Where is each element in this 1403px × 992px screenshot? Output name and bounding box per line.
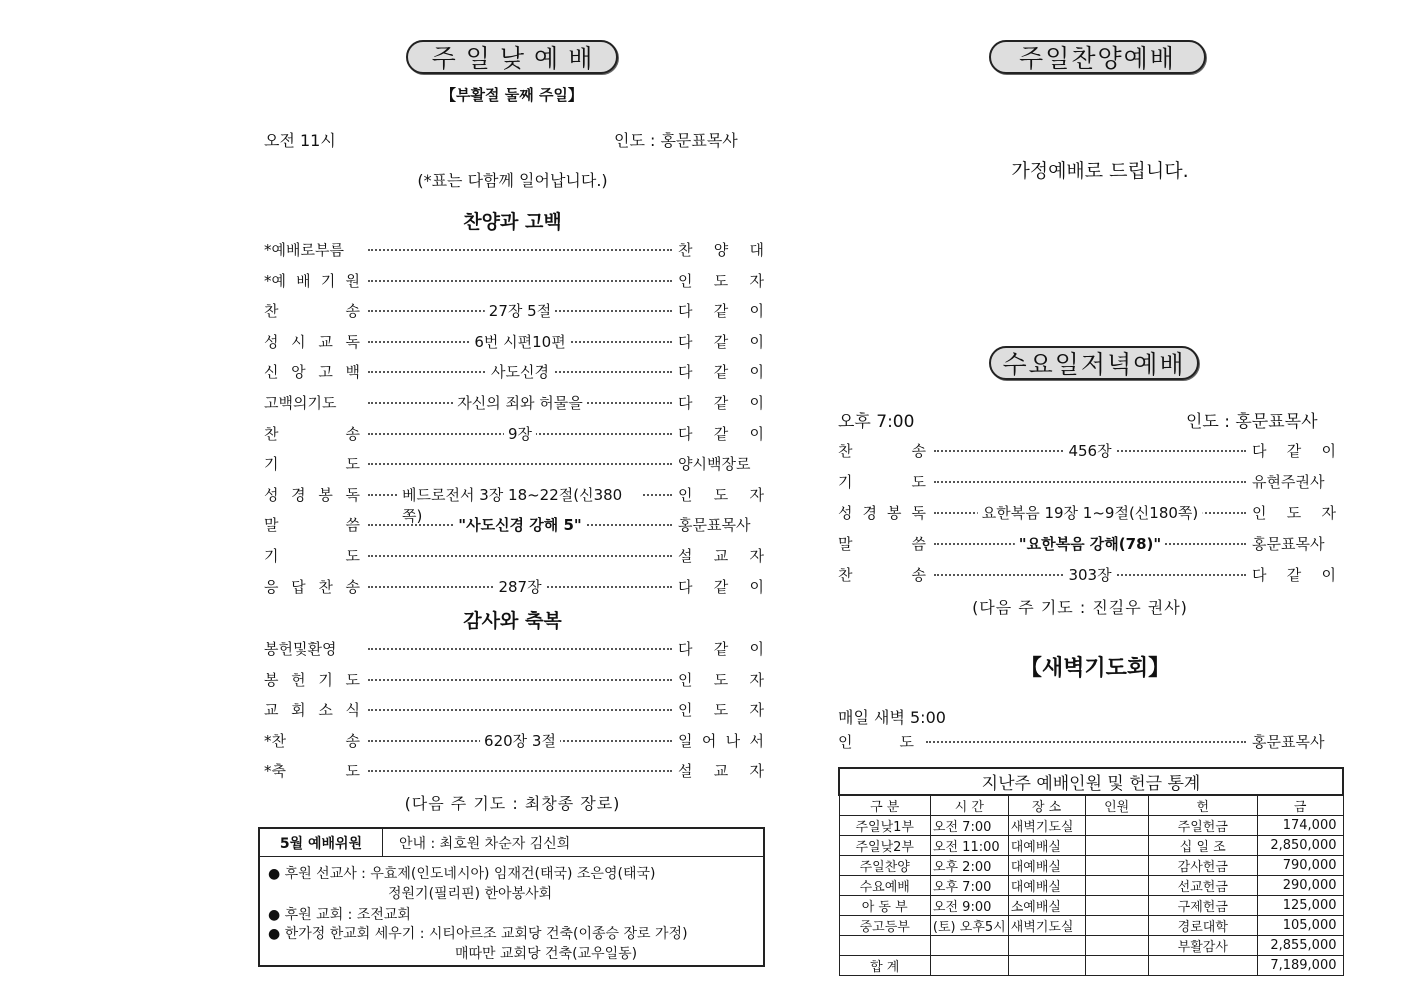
order-label: 봉 헌 기 도 (264, 670, 360, 689)
stats-cell: 주일낮1부 (839, 816, 930, 836)
supported-church-line: ● 후원 교회 : 조전교회 (268, 907, 411, 923)
order-label: 신 앙 고 백 (264, 363, 360, 382)
order-person: 다 같 이 (678, 363, 764, 382)
stats-cell: 감사헌금 (1148, 856, 1257, 876)
stats-cell: (토) 오후5시 (930, 916, 1008, 936)
order-label: 찬 송 (264, 424, 360, 443)
stats-header: 구 분 (839, 795, 930, 816)
order-label: 성 경 봉 독 (838, 504, 926, 522)
order-row (838, 533, 1336, 553)
stats-cell (1085, 936, 1148, 956)
stats-cell: 대예배실 (1008, 836, 1085, 856)
stats-header: 시 간 (930, 795, 1008, 816)
section-thanks-blessing: 감사와 축복 (463, 610, 562, 632)
table-row (839, 856, 1343, 876)
order-detail: 6번 시편10편 (470, 331, 569, 352)
stats-cell (1085, 856, 1148, 876)
stats-cell: 105,000 (1257, 916, 1343, 936)
stats-cell: 아 동 부 (839, 896, 930, 916)
stats-header: 헌 (1148, 795, 1257, 816)
order-label: 성 경 봉 독 (264, 485, 360, 504)
order-person: 설 교 자 (678, 547, 764, 565)
stats-header: 장 소 (1008, 795, 1085, 816)
order-row (264, 361, 764, 381)
order-label: 기 도 (264, 547, 360, 565)
stats-cell (1085, 956, 1148, 976)
stats-cell: 대예배실 (1008, 856, 1085, 876)
order-row (264, 545, 764, 565)
table-row (839, 956, 1343, 976)
order-label: 응 답 찬 송 (264, 577, 360, 596)
order-row (264, 669, 764, 689)
stats-cell: 7,189,000 (1257, 956, 1343, 976)
order-detail: "사도신경 강해 5" (454, 514, 585, 535)
stats-header: 금 (1257, 795, 1343, 816)
order-row (264, 576, 764, 596)
order-label: 교 회 소 식 (264, 701, 360, 720)
order-row (264, 239, 764, 259)
order-row (838, 471, 1336, 491)
order-row (838, 440, 1336, 460)
stats-cell: 대예배실 (1008, 876, 1085, 896)
order-detail: 9장 (504, 423, 536, 444)
dawn-leader-row (838, 731, 1338, 751)
order-label: 찬 송 (264, 302, 360, 321)
order-detail: "요한복음 강해(78)" (1015, 533, 1165, 554)
order-person: 다 같 이 (1252, 566, 1336, 584)
order-label: 말 씀 (264, 516, 360, 535)
stats-cell: 2,855,000 (1257, 936, 1343, 956)
stats-cell: 구제헌금 (1148, 896, 1257, 916)
stats-cell: 오전 7:00 (930, 816, 1008, 836)
stats-cell (1085, 816, 1148, 836)
sunday-worship-title: 주일낮예배 (406, 40, 618, 74)
order-label: 찬 송 (838, 566, 926, 584)
stats-cell: 합 계 (839, 956, 930, 976)
service-time: 오전 11시 (264, 131, 336, 150)
order-detail: 베드로전서 3장 18~22절(신380쪽) (398, 484, 642, 526)
table-row (839, 836, 1343, 856)
order-row (264, 730, 764, 750)
order-row (264, 484, 764, 525)
order-label: 성 시 교 독 (264, 332, 360, 351)
order-label: *예 배 기 원 (264, 271, 360, 290)
order-person: 인 도 자 (1252, 504, 1336, 522)
dawn-prayer-title: 【새벽기도회】 (1019, 656, 1171, 681)
order-detail: 303장 (1064, 564, 1115, 585)
stats-cell: 주일찬양 (839, 856, 930, 876)
stats-cell (930, 956, 1008, 976)
order-label: 찬 송 (838, 442, 926, 460)
dawn-label: 인 도 (838, 733, 914, 751)
order-person: 다 같 이 (1252, 442, 1336, 460)
order-detail: 620장 3절 (480, 730, 560, 751)
stats-cell: 125,000 (1257, 896, 1343, 916)
order-person: 인 도 자 (678, 670, 764, 689)
stats-cell (1008, 936, 1085, 956)
order-detail: 요한복음 19장 1~9절(신180쪽) (978, 502, 1203, 523)
missionary-line-2: 정원기(필리핀) 한아봉사회 (388, 886, 553, 902)
order-person: 설 교 자 (678, 762, 764, 781)
stats-cell (1085, 916, 1148, 936)
stats-cell: 경로대학 (1148, 916, 1257, 936)
table-row (839, 936, 1343, 956)
stats-cell (839, 936, 930, 956)
stats-cell (1148, 956, 1257, 976)
order-person: 인 도 자 (678, 701, 764, 720)
wednesday-worship-title: 수요일저녁예배 (989, 346, 1199, 380)
order-detail: 27장 5절 (485, 300, 555, 321)
order-person: 다 같 이 (678, 302, 764, 321)
church-building-line-2: 매따만 교회당 건축(교우일동) (455, 946, 638, 962)
order-label: 기 도 (838, 473, 926, 491)
order-person: 다 같 이 (678, 640, 764, 658)
stats-cell (1008, 956, 1085, 976)
stats-cell (930, 936, 1008, 956)
stats-cell (1085, 896, 1148, 916)
order-label: 말 씀 (838, 535, 926, 553)
stats-cell: 부활감사 (1148, 936, 1257, 956)
missionary-line: ● 후원 선교사 : 우효제(인도네시아) 임재건(태국) 조은영(태국) (268, 866, 656, 882)
stats-cell: 주일낮2부 (839, 836, 930, 856)
wed-time: 오후 7:00 (838, 412, 915, 432)
stats-cell: 2,850,000 (1257, 836, 1343, 856)
stats-cell: 290,000 (1257, 876, 1343, 896)
stats-cell: 오전 11:00 (930, 836, 1008, 856)
wed-next-prayer: (다음 주 기도 : 진길우 권사) (972, 598, 1188, 617)
order-label: 봉헌및환영 (264, 640, 337, 658)
table-row (839, 916, 1343, 936)
order-row (264, 423, 764, 443)
stats-header: 인원 (1085, 795, 1148, 816)
table-row (839, 896, 1343, 916)
stats-cell: 수요예배 (839, 876, 930, 896)
order-label: *찬 송 (264, 731, 360, 750)
order-row (264, 699, 764, 719)
order-detail: 287장 (494, 576, 545, 597)
stats-cell: 중고등부 (839, 916, 930, 936)
order-person: 인 도 자 (678, 485, 764, 504)
dawn-time: 매일 새벽 5:00 (838, 708, 946, 727)
order-person: 유현주권사 (1252, 473, 1325, 491)
order-row (264, 300, 764, 320)
order-person: 찬 양 대 (678, 241, 764, 259)
worship-committee-box (258, 827, 765, 967)
ushers: 안내 : 최호원 차순자 김신희 (399, 835, 571, 852)
order-person: 다 같 이 (678, 577, 764, 596)
stats-cell: 새벽기도실 (1008, 916, 1085, 936)
offering-stats-table (838, 767, 1344, 976)
stats-cell: 주일헌금 (1148, 816, 1257, 836)
order-detail: 사도신경 (487, 361, 553, 382)
order-person: 다 같 이 (678, 424, 764, 443)
wed-leader: 인도 : 홍문표목사 (1186, 412, 1318, 432)
service-leader: 인도 : 홍문표목사 (614, 131, 738, 150)
order-person: 양시백장로 (678, 455, 751, 474)
order-person: 일 어 나 서 (678, 731, 764, 750)
order-row (264, 638, 764, 658)
table-row (839, 876, 1343, 896)
order-row (264, 760, 764, 780)
order-detail: 자신의 죄와 허물을 (453, 392, 586, 413)
table-row (839, 816, 1343, 836)
order-row (838, 564, 1336, 584)
praise-worship-text: 가정예배로 드립니다. (1011, 160, 1189, 182)
order-row (264, 453, 764, 473)
stats-cell: 소예배실 (1008, 896, 1085, 916)
order-label: *예배로부름 (264, 241, 344, 259)
order-person: 다 같 이 (678, 332, 764, 351)
order-person: 인 도 자 (678, 271, 764, 290)
stats-title: 지난주 예배인원 및 헌금 통계 (839, 768, 1343, 795)
stats-cell: 790,000 (1257, 856, 1343, 876)
next-week-prayer: (다음 주 기도 : 최창종 장로) (404, 794, 621, 813)
stats-cell: 십 일 조 (1148, 836, 1257, 856)
stats-cell: 새벽기도실 (1008, 816, 1085, 836)
order-row (264, 514, 764, 534)
sunday-subtitle: 【부활절 둘째 주일】 (441, 86, 583, 104)
order-row (264, 331, 764, 351)
order-row (264, 270, 764, 290)
order-label: 기 도 (264, 455, 360, 474)
order-detail: 456장 (1064, 440, 1115, 461)
order-person: 홍문표목사 (1252, 535, 1325, 553)
praise-worship-title: 주일찬양예배 (989, 40, 1206, 74)
stats-cell: 선교헌금 (1148, 876, 1257, 896)
stats-cell (1085, 836, 1148, 856)
order-person: 홍문표목사 (678, 516, 751, 535)
stats-cell: 174,000 (1257, 816, 1343, 836)
order-label: *축 도 (264, 762, 360, 781)
church-building-line: ● 한가정 한교회 세우기 : 시티아르조 교회당 건축(이종승 장로 가정) (268, 926, 688, 942)
stats-cell (1085, 876, 1148, 896)
stats-cell: 오전 9:00 (930, 896, 1008, 916)
order-row (838, 502, 1336, 522)
standing-note: (*표는 다함께 일어납니다.) (417, 171, 608, 190)
order-row (264, 392, 764, 412)
section-praise-confession: 찬양과 고백 (463, 211, 562, 233)
dawn-right: 홍문표목사 (1252, 733, 1325, 751)
stats-cell: 오후 7:00 (930, 876, 1008, 896)
committee-label: 5월 예배위원 (260, 829, 383, 856)
order-person: 다 같 이 (678, 394, 764, 412)
stats-cell: 오후 2:00 (930, 856, 1008, 876)
order-label: 고백의기도 (264, 394, 337, 412)
